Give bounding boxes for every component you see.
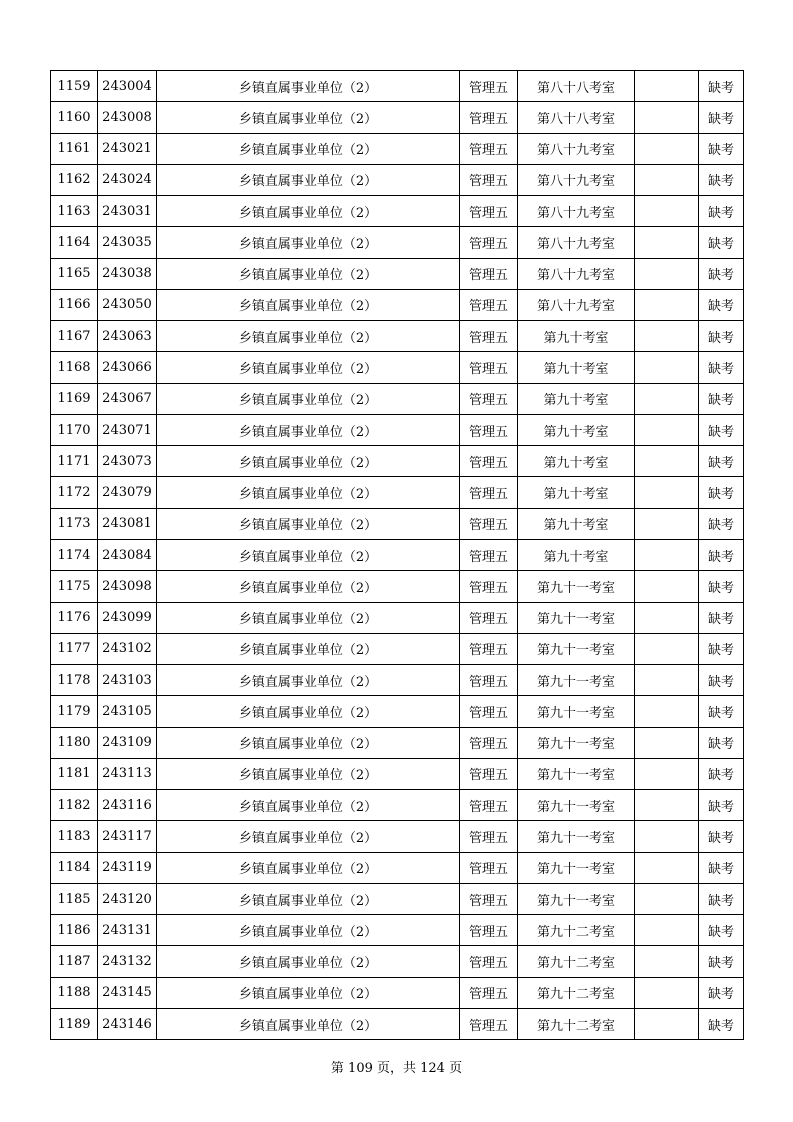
cell-post: 管理五 xyxy=(460,633,518,664)
cell-exam-room: 第九十考室 xyxy=(518,508,635,539)
table-row xyxy=(51,258,744,289)
cell-status: 缺考 xyxy=(699,977,744,1008)
cell-exam-id: 243066 xyxy=(98,352,157,383)
cell-unit: 乡镇直属事业单位（2） xyxy=(157,602,460,633)
cell-seq-no: 1181 xyxy=(51,758,98,789)
cell-score xyxy=(635,414,699,445)
cell-unit: 乡镇直属事业单位（2） xyxy=(157,196,460,227)
cell-post: 管理五 xyxy=(460,571,518,602)
cell-status: 缺考 xyxy=(699,727,744,758)
table-row xyxy=(51,539,744,570)
cell-post: 管理五 xyxy=(460,102,518,133)
cell-status: 缺考 xyxy=(699,1008,744,1039)
cell-seq-no: 1182 xyxy=(51,790,98,821)
cell-exam-id: 243081 xyxy=(98,508,157,539)
cell-score xyxy=(635,102,699,133)
cell-exam-room: 第九十二考室 xyxy=(518,1008,635,1039)
cell-exam-room: 第九十考室 xyxy=(518,477,635,508)
cell-exam-id: 243021 xyxy=(98,133,157,164)
cell-exam-id: 243098 xyxy=(98,571,157,602)
cell-post: 管理五 xyxy=(460,946,518,977)
cell-status: 缺考 xyxy=(699,352,744,383)
cell-exam-room: 第八十八考室 xyxy=(518,102,635,133)
cell-exam-room: 第九十一考室 xyxy=(518,571,635,602)
cell-exam-id: 243145 xyxy=(98,977,157,1008)
cell-seq-no: 1173 xyxy=(51,508,98,539)
table-row xyxy=(51,71,744,102)
table-row xyxy=(51,883,744,914)
cell-unit: 乡镇直属事业单位（2） xyxy=(157,289,460,320)
cell-unit: 乡镇直属事业单位（2） xyxy=(157,1008,460,1039)
cell-status: 缺考 xyxy=(699,383,744,414)
cell-exam-room: 第九十二考室 xyxy=(518,946,635,977)
cell-status: 缺考 xyxy=(699,289,744,320)
cell-status: 缺考 xyxy=(699,790,744,821)
cell-score xyxy=(635,571,699,602)
cell-post: 管理五 xyxy=(460,727,518,758)
cell-status: 缺考 xyxy=(699,164,744,195)
cell-unit: 乡镇直属事业单位（2） xyxy=(157,571,460,602)
cell-exam-room: 第八十九考室 xyxy=(518,227,635,258)
cell-unit: 乡镇直属事业单位（2） xyxy=(157,508,460,539)
cell-exam-id: 243008 xyxy=(98,102,157,133)
cell-seq-no: 1169 xyxy=(51,383,98,414)
cell-score xyxy=(635,508,699,539)
cell-score xyxy=(635,790,699,821)
table-row xyxy=(51,727,744,758)
cell-status: 缺考 xyxy=(699,633,744,664)
cell-post: 管理五 xyxy=(460,414,518,445)
cell-unit: 乡镇直属事业单位（2） xyxy=(157,383,460,414)
cell-score xyxy=(635,196,699,227)
cell-post: 管理五 xyxy=(460,289,518,320)
cell-score xyxy=(635,258,699,289)
cell-status: 缺考 xyxy=(699,71,744,102)
cell-unit: 乡镇直属事业单位（2） xyxy=(157,977,460,1008)
cell-score xyxy=(635,477,699,508)
cell-status: 缺考 xyxy=(699,102,744,133)
cell-seq-no: 1161 xyxy=(51,133,98,164)
cell-unit: 乡镇直属事业单位（2） xyxy=(157,821,460,852)
cell-unit: 乡镇直属事业单位（2） xyxy=(157,352,460,383)
cell-exam-room: 第八十九考室 xyxy=(518,289,635,320)
cell-post: 管理五 xyxy=(460,852,518,883)
cell-post: 管理五 xyxy=(460,1008,518,1039)
cell-unit: 乡镇直属事业单位（2） xyxy=(157,71,460,102)
table-row xyxy=(51,164,744,195)
cell-exam-id: 243102 xyxy=(98,633,157,664)
cell-status: 缺考 xyxy=(699,852,744,883)
cell-seq-no: 1160 xyxy=(51,102,98,133)
cell-unit: 乡镇直属事业单位（2） xyxy=(157,477,460,508)
cell-status: 缺考 xyxy=(699,758,744,789)
cell-exam-id: 243116 xyxy=(98,790,157,821)
table-row xyxy=(51,133,744,164)
cell-unit: 乡镇直属事业单位（2） xyxy=(157,696,460,727)
cell-status: 缺考 xyxy=(699,665,744,696)
cell-score xyxy=(635,539,699,570)
cell-post: 管理五 xyxy=(460,977,518,1008)
cell-exam-room: 第九十二考室 xyxy=(518,977,635,1008)
cell-unit: 乡镇直属事业单位（2） xyxy=(157,665,460,696)
cell-exam-id: 243099 xyxy=(98,602,157,633)
cell-seq-no: 1188 xyxy=(51,977,98,1008)
results-table xyxy=(50,70,744,1040)
cell-seq-no: 1175 xyxy=(51,571,98,602)
cell-seq-no: 1187 xyxy=(51,946,98,977)
table-row xyxy=(51,102,744,133)
cell-seq-no: 1171 xyxy=(51,446,98,477)
cell-exam-room: 第九十一考室 xyxy=(518,665,635,696)
cell-post: 管理五 xyxy=(460,821,518,852)
cell-exam-id: 243120 xyxy=(98,883,157,914)
cell-unit: 乡镇直属事业单位（2） xyxy=(157,946,460,977)
cell-score xyxy=(635,133,699,164)
cell-exam-id: 243132 xyxy=(98,946,157,977)
cell-unit: 乡镇直属事业单位（2） xyxy=(157,852,460,883)
cell-post: 管理五 xyxy=(460,915,518,946)
cell-seq-no: 1176 xyxy=(51,602,98,633)
cell-exam-room: 第八十八考室 xyxy=(518,71,635,102)
table-row xyxy=(51,758,744,789)
table-row xyxy=(51,477,744,508)
cell-score xyxy=(635,321,699,352)
cell-status: 缺考 xyxy=(699,571,744,602)
table-row xyxy=(51,508,744,539)
cell-seq-no: 1164 xyxy=(51,227,98,258)
cell-unit: 乡镇直属事业单位（2） xyxy=(157,727,460,758)
cell-seq-no: 1184 xyxy=(51,852,98,883)
cell-post: 管理五 xyxy=(460,508,518,539)
cell-exam-room: 第九十一考室 xyxy=(518,633,635,664)
cell-status: 缺考 xyxy=(699,196,744,227)
cell-unit: 乡镇直属事业单位（2） xyxy=(157,102,460,133)
cell-exam-id: 243119 xyxy=(98,852,157,883)
cell-post: 管理五 xyxy=(460,790,518,821)
table-row xyxy=(51,633,744,664)
cell-post: 管理五 xyxy=(460,602,518,633)
cell-exam-id: 243035 xyxy=(98,227,157,258)
table-row xyxy=(51,571,744,602)
cell-unit: 乡镇直属事业单位（2） xyxy=(157,414,460,445)
table-row xyxy=(51,321,744,352)
cell-score xyxy=(635,946,699,977)
cell-score xyxy=(635,633,699,664)
cell-unit: 乡镇直属事业单位（2） xyxy=(157,258,460,289)
table-row xyxy=(51,227,744,258)
cell-status: 缺考 xyxy=(699,539,744,570)
cell-post: 管理五 xyxy=(460,383,518,414)
cell-post: 管理五 xyxy=(460,164,518,195)
cell-status: 缺考 xyxy=(699,696,744,727)
cell-score xyxy=(635,821,699,852)
cell-seq-no: 1189 xyxy=(51,1008,98,1039)
cell-post: 管理五 xyxy=(460,477,518,508)
table-row xyxy=(51,352,744,383)
cell-score xyxy=(635,602,699,633)
cell-exam-id: 243073 xyxy=(98,446,157,477)
table-body xyxy=(51,71,744,1040)
cell-score xyxy=(635,1008,699,1039)
page-footer: 第 109 页，共 124 页 xyxy=(330,1061,463,1076)
cell-exam-room: 第九十一考室 xyxy=(518,758,635,789)
table-row xyxy=(51,602,744,633)
cell-score xyxy=(635,71,699,102)
cell-exam-id: 243084 xyxy=(98,539,157,570)
table-row xyxy=(51,821,744,852)
cell-status: 缺考 xyxy=(699,258,744,289)
cell-exam-id: 243067 xyxy=(98,383,157,414)
cell-post: 管理五 xyxy=(460,696,518,727)
cell-exam-room: 第九十考室 xyxy=(518,321,635,352)
cell-seq-no: 1183 xyxy=(51,821,98,852)
table-row xyxy=(51,1008,744,1039)
cell-unit: 乡镇直属事业单位（2） xyxy=(157,227,460,258)
cell-post: 管理五 xyxy=(460,196,518,227)
cell-exam-room: 第九十一考室 xyxy=(518,602,635,633)
cell-unit: 乡镇直属事业单位（2） xyxy=(157,883,460,914)
cell-status: 缺考 xyxy=(699,227,744,258)
cell-score xyxy=(635,883,699,914)
cell-exam-id: 243109 xyxy=(98,727,157,758)
cell-seq-no: 1166 xyxy=(51,289,98,320)
cell-post: 管理五 xyxy=(460,258,518,289)
cell-unit: 乡镇直属事业单位（2） xyxy=(157,321,460,352)
cell-seq-no: 1185 xyxy=(51,883,98,914)
cell-exam-id: 243117 xyxy=(98,821,157,852)
cell-exam-id: 243079 xyxy=(98,477,157,508)
cell-exam-id: 243105 xyxy=(98,696,157,727)
cell-unit: 乡镇直属事业单位（2） xyxy=(157,790,460,821)
cell-exam-room: 第九十一考室 xyxy=(518,790,635,821)
cell-exam-id: 243050 xyxy=(98,289,157,320)
table-row xyxy=(51,790,744,821)
table-row xyxy=(51,446,744,477)
cell-status: 缺考 xyxy=(699,602,744,633)
cell-unit: 乡镇直属事业单位（2） xyxy=(157,633,460,664)
cell-score xyxy=(635,289,699,320)
cell-score xyxy=(635,915,699,946)
cell-exam-id: 243031 xyxy=(98,196,157,227)
cell-seq-no: 1177 xyxy=(51,633,98,664)
table-row xyxy=(51,915,744,946)
cell-post: 管理五 xyxy=(460,352,518,383)
cell-exam-room: 第九十一考室 xyxy=(518,727,635,758)
cell-status: 缺考 xyxy=(699,414,744,445)
cell-seq-no: 1180 xyxy=(51,727,98,758)
cell-exam-room: 第八十九考室 xyxy=(518,164,635,195)
cell-exam-id: 243004 xyxy=(98,71,157,102)
cell-unit: 乡镇直属事业单位（2） xyxy=(157,539,460,570)
cell-unit: 乡镇直属事业单位（2） xyxy=(157,758,460,789)
table-row xyxy=(51,289,744,320)
cell-seq-no: 1162 xyxy=(51,164,98,195)
cell-status: 缺考 xyxy=(699,915,744,946)
table-row xyxy=(51,696,744,727)
cell-post: 管理五 xyxy=(460,321,518,352)
cell-exam-id: 243038 xyxy=(98,258,157,289)
cell-post: 管理五 xyxy=(460,758,518,789)
cell-score xyxy=(635,727,699,758)
cell-exam-room: 第八十九考室 xyxy=(518,258,635,289)
cell-score xyxy=(635,227,699,258)
table-row xyxy=(51,852,744,883)
cell-seq-no: 1174 xyxy=(51,539,98,570)
cell-seq-no: 1186 xyxy=(51,915,98,946)
cell-seq-no: 1159 xyxy=(51,71,98,102)
cell-seq-no: 1165 xyxy=(51,258,98,289)
cell-seq-no: 1168 xyxy=(51,352,98,383)
table-row xyxy=(51,977,744,1008)
cell-exam-id: 243146 xyxy=(98,1008,157,1039)
cell-status: 缺考 xyxy=(699,133,744,164)
cell-score xyxy=(635,852,699,883)
cell-seq-no: 1167 xyxy=(51,321,98,352)
cell-status: 缺考 xyxy=(699,477,744,508)
cell-seq-no: 1170 xyxy=(51,414,98,445)
cell-score xyxy=(635,665,699,696)
cell-exam-id: 243071 xyxy=(98,414,157,445)
cell-unit: 乡镇直属事业单位（2） xyxy=(157,446,460,477)
cell-post: 管理五 xyxy=(460,539,518,570)
table-row xyxy=(51,196,744,227)
cell-exam-id: 243063 xyxy=(98,321,157,352)
cell-post: 管理五 xyxy=(460,133,518,164)
cell-exam-room: 第八十九考室 xyxy=(518,196,635,227)
cell-exam-room: 第九十一考室 xyxy=(518,696,635,727)
cell-score xyxy=(635,977,699,1008)
cell-exam-room: 第九十考室 xyxy=(518,383,635,414)
cell-status: 缺考 xyxy=(699,508,744,539)
cell-score xyxy=(635,446,699,477)
cell-exam-room: 第九十考室 xyxy=(518,446,635,477)
cell-status: 缺考 xyxy=(699,946,744,977)
cell-post: 管理五 xyxy=(460,446,518,477)
cell-exam-room: 第九十考室 xyxy=(518,539,635,570)
cell-exam-room: 第九十一考室 xyxy=(518,852,635,883)
cell-status: 缺考 xyxy=(699,883,744,914)
cell-seq-no: 1172 xyxy=(51,477,98,508)
cell-exam-id: 243131 xyxy=(98,915,157,946)
cell-score xyxy=(635,383,699,414)
cell-exam-room: 第九十一考室 xyxy=(518,821,635,852)
cell-seq-no: 1179 xyxy=(51,696,98,727)
cell-seq-no: 1178 xyxy=(51,665,98,696)
cell-seq-no: 1163 xyxy=(51,196,98,227)
table-row xyxy=(51,383,744,414)
cell-exam-room: 第九十考室 xyxy=(518,352,635,383)
cell-status: 缺考 xyxy=(699,446,744,477)
table-row xyxy=(51,414,744,445)
cell-post: 管理五 xyxy=(460,883,518,914)
table-row xyxy=(51,946,744,977)
table-row xyxy=(51,665,744,696)
cell-score xyxy=(635,164,699,195)
cell-exam-id: 243113 xyxy=(98,758,157,789)
cell-exam-room: 第九十二考室 xyxy=(518,915,635,946)
cell-unit: 乡镇直属事业单位（2） xyxy=(157,915,460,946)
cell-exam-room: 第八十九考室 xyxy=(518,133,635,164)
cell-score xyxy=(635,758,699,789)
cell-unit: 乡镇直属事业单位（2） xyxy=(157,164,460,195)
cell-unit: 乡镇直属事业单位（2） xyxy=(157,133,460,164)
cell-exam-room: 第九十考室 xyxy=(518,414,635,445)
cell-status: 缺考 xyxy=(699,321,744,352)
cell-score xyxy=(635,696,699,727)
cell-post: 管理五 xyxy=(460,71,518,102)
cell-post: 管理五 xyxy=(460,665,518,696)
cell-exam-id: 243024 xyxy=(98,164,157,195)
cell-exam-room: 第九十一考室 xyxy=(518,883,635,914)
cell-post: 管理五 xyxy=(460,227,518,258)
cell-status: 缺考 xyxy=(699,821,744,852)
cell-exam-id: 243103 xyxy=(98,665,157,696)
cell-score xyxy=(635,352,699,383)
